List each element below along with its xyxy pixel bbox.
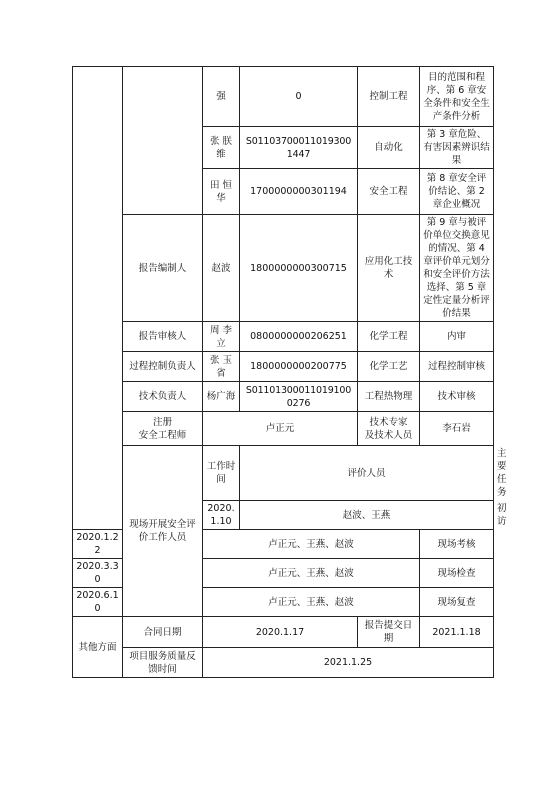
staff-name: 周 李 立 bbox=[203, 322, 240, 352]
work-people: 卢正元、王燕、赵波 bbox=[203, 588, 420, 617]
role-label: 过程控制负责人 bbox=[123, 352, 203, 382]
staff-task: 目的范围和程序、第 6 章安全条件和安全生产条件分析 bbox=[420, 67, 494, 127]
staff-cert: 1800000000300715 bbox=[240, 215, 358, 322]
staff-task: 过程控制审核 bbox=[420, 352, 494, 382]
work-people: 卢正元、王燕、赵波 bbox=[203, 530, 420, 559]
staff-major: 工程热物理 bbox=[358, 382, 420, 412]
staff-name: 张 玉 省 bbox=[203, 352, 240, 382]
staff-cert: S011037000110193001447 bbox=[240, 127, 358, 169]
staff-name: 张 朕 维 bbox=[203, 127, 240, 169]
expert-name: 李石岩 bbox=[420, 412, 494, 446]
staff-task: 第 9 章与被评价单位交换意见的情况、第 4 章评价单元划分和安全评价方法选择、第 5 章 定性定量分析评价结果 bbox=[420, 215, 494, 322]
section-blank-cell bbox=[73, 67, 123, 530]
contract-label: 合同日期 bbox=[123, 617, 203, 648]
staff-row bbox=[73, 67, 494, 127]
staff-cert: S011013000110191000276 bbox=[240, 382, 358, 412]
tech-row bbox=[73, 382, 494, 412]
staff-cert: 1700000000301194 bbox=[240, 169, 358, 215]
staff-task: 内审 bbox=[420, 322, 494, 352]
onsite-header-row: 现场开展安全评价工作人员 工作时间 评价人员 主要任务 bbox=[73, 446, 494, 501]
staff-task: 技术审核 bbox=[420, 382, 494, 412]
role-label: 报告审核人 bbox=[123, 322, 203, 352]
work-date: 2020.1.10 bbox=[203, 501, 240, 530]
section-label: 现场开展安全评价工作人员 bbox=[123, 446, 203, 617]
column-header: 评价人员 bbox=[240, 446, 494, 501]
staff-major: 化学工程 bbox=[358, 322, 420, 352]
staff-cert: 1800000000200775 bbox=[240, 352, 358, 382]
work-date: 2020.3.30 bbox=[73, 559, 123, 588]
staff-name: 杨广海 bbox=[203, 382, 240, 412]
column-header: 工作时间 bbox=[203, 446, 240, 501]
work-date: 2020.1.22 bbox=[73, 530, 123, 559]
registered-row bbox=[73, 412, 494, 446]
work-task: 现场考核 bbox=[420, 530, 494, 559]
role-label: 技术负责人 bbox=[123, 382, 203, 412]
staff-major: 安全工程 bbox=[358, 169, 420, 215]
staff-major: 化学工艺 bbox=[358, 352, 420, 382]
staff-name: 强 bbox=[203, 67, 240, 127]
staff-name: 赵波 bbox=[203, 215, 240, 322]
work-task: 现场检查 bbox=[420, 559, 494, 588]
reviewer-row bbox=[73, 322, 494, 352]
submit-label: 报告提交日期 bbox=[358, 617, 420, 648]
contract-row bbox=[73, 617, 494, 648]
feedback-row bbox=[73, 648, 494, 678]
contract-date: 2020.1.17 bbox=[203, 617, 358, 648]
staff-name: 卢正元 bbox=[203, 412, 358, 446]
feedback-date: 2021.1.25 bbox=[203, 648, 494, 678]
expert-label: 技术专家 及技术人员 bbox=[358, 412, 420, 446]
role-label: 报告编制人 bbox=[123, 215, 203, 322]
staff-task: 第 3 章危险、有害因素辨识结果 bbox=[420, 127, 494, 169]
work-people: 赵波、王燕 bbox=[240, 501, 494, 530]
evaluation-staff-table bbox=[72, 66, 507, 678]
work-people: 卢正元、王燕、赵波 bbox=[203, 559, 420, 588]
role-label: 注册 安全工程师 bbox=[123, 412, 203, 446]
editor-row bbox=[73, 215, 494, 322]
process-row bbox=[73, 352, 494, 382]
staff-name: 田 恒 华 bbox=[203, 169, 240, 215]
role-blank-cell bbox=[123, 67, 203, 215]
staff-cert: 0800000000206251 bbox=[240, 322, 358, 352]
staff-cert: 0 bbox=[240, 67, 358, 127]
work-task: 现场复查 bbox=[420, 588, 494, 617]
staff-task: 第 8 章安全评价结论、第 2 章企业概况 bbox=[420, 169, 494, 215]
feedback-label: 项目服务质量反馈时间 bbox=[123, 648, 203, 678]
staff-major: 自动化 bbox=[358, 127, 420, 169]
staff-major: 控制工程 bbox=[358, 67, 420, 127]
work-date: 2020.6.10 bbox=[73, 588, 123, 617]
staff-major: 应用化工技术 bbox=[358, 215, 420, 322]
onsite-row: 2020.1.10 赵波、王燕 初访 bbox=[73, 501, 494, 530]
submit-date: 2021.1.18 bbox=[420, 617, 494, 648]
section-label: 其他方面 bbox=[73, 617, 123, 678]
